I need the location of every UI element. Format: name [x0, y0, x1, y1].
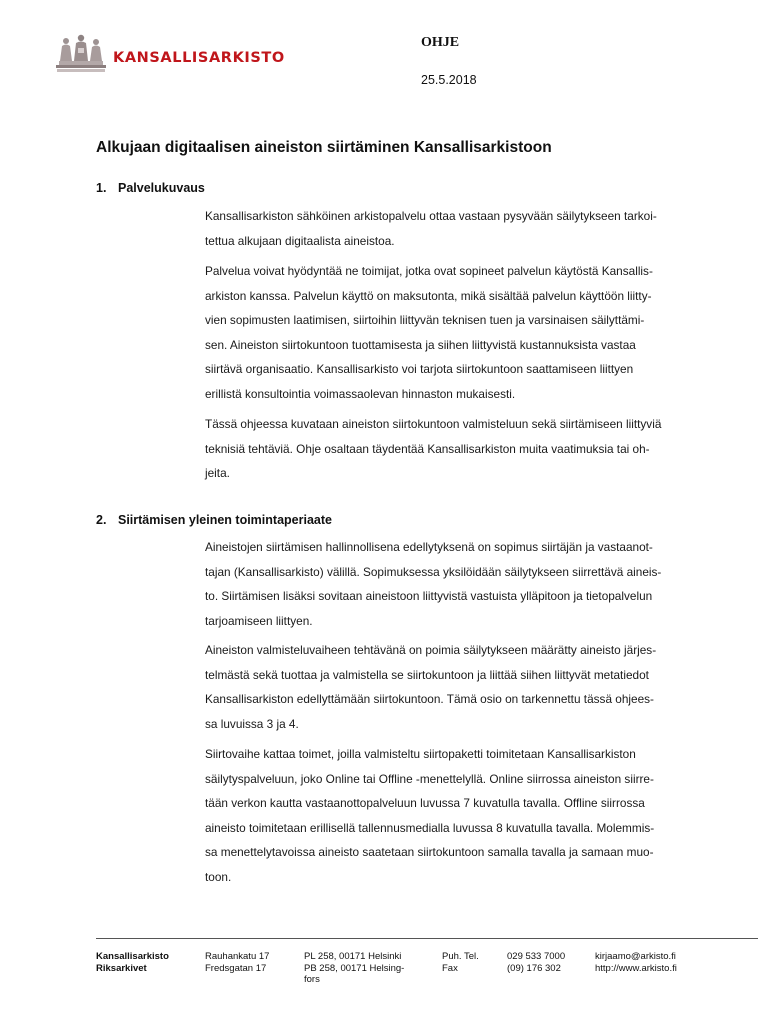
text-line: telmästä sekä tuottaa ja valmistella se siirtokuntoon ja liittää siihen liittyvät metatiedot — [205, 667, 649, 682]
footer-phone-number: 029 533 7000 — [507, 951, 566, 962]
footer-org-fi: Kansallisarkisto — [96, 951, 169, 962]
paragraph — [205, 742, 715, 890]
footer-postal-sv-cont: fors — [304, 974, 320, 985]
footer-phone-labels — [442, 951, 479, 974]
text-line: vien sopimusten laatimisen, siirtoihin liittyvän teknisen tuen ja varsinaisen säilyttämi- — [205, 313, 645, 328]
text-line: tettua alkujaan digitaalista aineistoa. — [205, 233, 395, 248]
footer-phone-label: Puh. Tel. — [442, 951, 479, 962]
paragraph — [205, 535, 715, 633]
section-number: 2. — [96, 513, 107, 527]
footer-email-link[interactable]: kirjaamo@arkisto.fi — [595, 951, 676, 962]
section-heading-palvelukuvaus — [96, 181, 205, 195]
text-line: Aineiston valmisteluvaiheen tehtävänä on poimia säilytykseen määrätty aineisto järjes- — [205, 643, 657, 657]
footer-contacts — [595, 951, 677, 974]
text-line: jeita. — [205, 466, 230, 481]
document-date: 25.5.2018 — [421, 73, 477, 87]
footer-postal-sv: PB 258, 00171 Helsing- — [304, 962, 405, 974]
paragraph — [205, 259, 715, 407]
kansallisarkisto-logo — [55, 33, 285, 75]
paragraph — [205, 638, 715, 736]
text-line: erillistä konsultointia voimassaolevan hinnaston mukaisesti. — [205, 386, 516, 401]
text-line: Kansallisarkiston sähköinen arkistopalvelu ottaa vastaan pysyvään säilytykseen tarkoi- — [205, 209, 657, 223]
footer-street-address — [205, 951, 269, 974]
text-line: tään verkon kautta vastaanottopalveluun luvussa 7 kuvatulla tavalla. Offline siirrossa — [205, 796, 645, 811]
text-line: sen. Aineiston siirtokuntoon tuottamisesta ja siihen liittyvistä kustannuksista vastaa — [205, 337, 636, 352]
text-line: sa luvuissa 3 ja 4. — [205, 716, 299, 731]
text-line: tarjoamiseen liittyen. — [205, 613, 313, 628]
footer-postal-address — [304, 951, 404, 986]
footer-street-sv: Fredsgatan 17 — [205, 962, 267, 974]
footer-divider — [96, 938, 758, 939]
footer-street-fi: Rauhankatu 17 — [205, 951, 270, 962]
section-title: Palvelukuvaus — [118, 181, 205, 195]
text-line: Siirtovaihe kattaa toimet, joilla valmisteltu siirtopaketti toimitetaan Kansallisarkiston — [205, 747, 636, 761]
paragraph — [205, 412, 715, 486]
footer-phone-numbers — [507, 951, 565, 974]
text-line: Tässä ohjeessa kuvataan aineiston siirtokuntoon valmisteluun sekä siirtämiseen liittyviä — [205, 417, 662, 431]
footer-fax-label: Fax — [442, 962, 458, 974]
footer-website-link[interactable]: http://www.arkisto.fi — [595, 962, 677, 974]
section-title: Siirtämisen yleinen toimintaperiaate — [118, 513, 332, 527]
section-number: 1. — [96, 181, 107, 195]
text-line: toon. — [205, 869, 232, 884]
footer-org-sv: Riksarkivet — [96, 962, 147, 974]
text-line: teknisiä tehtäviä. Ohje osaltaan täydentää Kansallisarkiston muita vaatimuksia tai oh- — [205, 441, 650, 456]
paragraph — [205, 204, 715, 253]
document-type: OHJE — [421, 35, 460, 50]
text-line: to. Siirtämisen lisäksi sovitaan aineistoon liittyvistä vastuista ylläpitoon ja tietopalvelun — [205, 589, 653, 604]
archive-figures-logo-icon — [55, 34, 107, 74]
text-line: Kansallisarkiston edellyttämään siirtokuntoon. Tämä osio on tarkennettu tässä ohjees- — [205, 692, 654, 707]
footer-organization — [96, 951, 169, 974]
text-line: arkiston kanssa. Palvelun käyttö on maksutonta, mikä sisältää palvelun käyttöön liitty- — [205, 288, 652, 303]
footer-postal-fi: PL 258, 00171 Helsinki — [304, 951, 402, 962]
text-line: aineisto toimitetaan erillisellä tallennusmedialla luvussa 8 kuvatulla tavalla. Molemmis- — [205, 820, 655, 835]
footer-fax-number: (09) 176 302 — [507, 962, 561, 974]
text-line: siirtävä organisaatio. Kansallisarkisto voi tarjota siirtokuntoon saattamiseen liittyen — [205, 362, 634, 377]
text-line: sa menettelytavoissa aineisto saatetaan siirtokuntoon samalla tavalla ja samaan muo- — [205, 845, 654, 860]
document-title: Alkujaan digitaalisen aineiston siirtäminen Kansallisarkistoon — [96, 139, 552, 156]
text-line: Aineistojen siirtämisen hallinnollisena edellytyksenä on sopimus siirtäjän ja vastaanot- — [205, 540, 653, 554]
text-line: Palvelua voivat hyödyntää ne toimijat, jotka ovat sopineet palvelun käytöstä Kansallis- — [205, 264, 653, 278]
text-line: tajan (Kansallisarkisto) välillä. Sopimuksessa yksilöidään säilytykseen siirrettävä aineis- — [205, 564, 662, 579]
section-heading-toimintaperiaate — [96, 513, 332, 527]
text-line: säilytyspalveluun, joko Online tai Offline -menettelyllä. Online siirrossa aineiston siirre- — [205, 771, 654, 786]
logo-wordmark: KANSALLISARKISTO — [113, 50, 285, 66]
